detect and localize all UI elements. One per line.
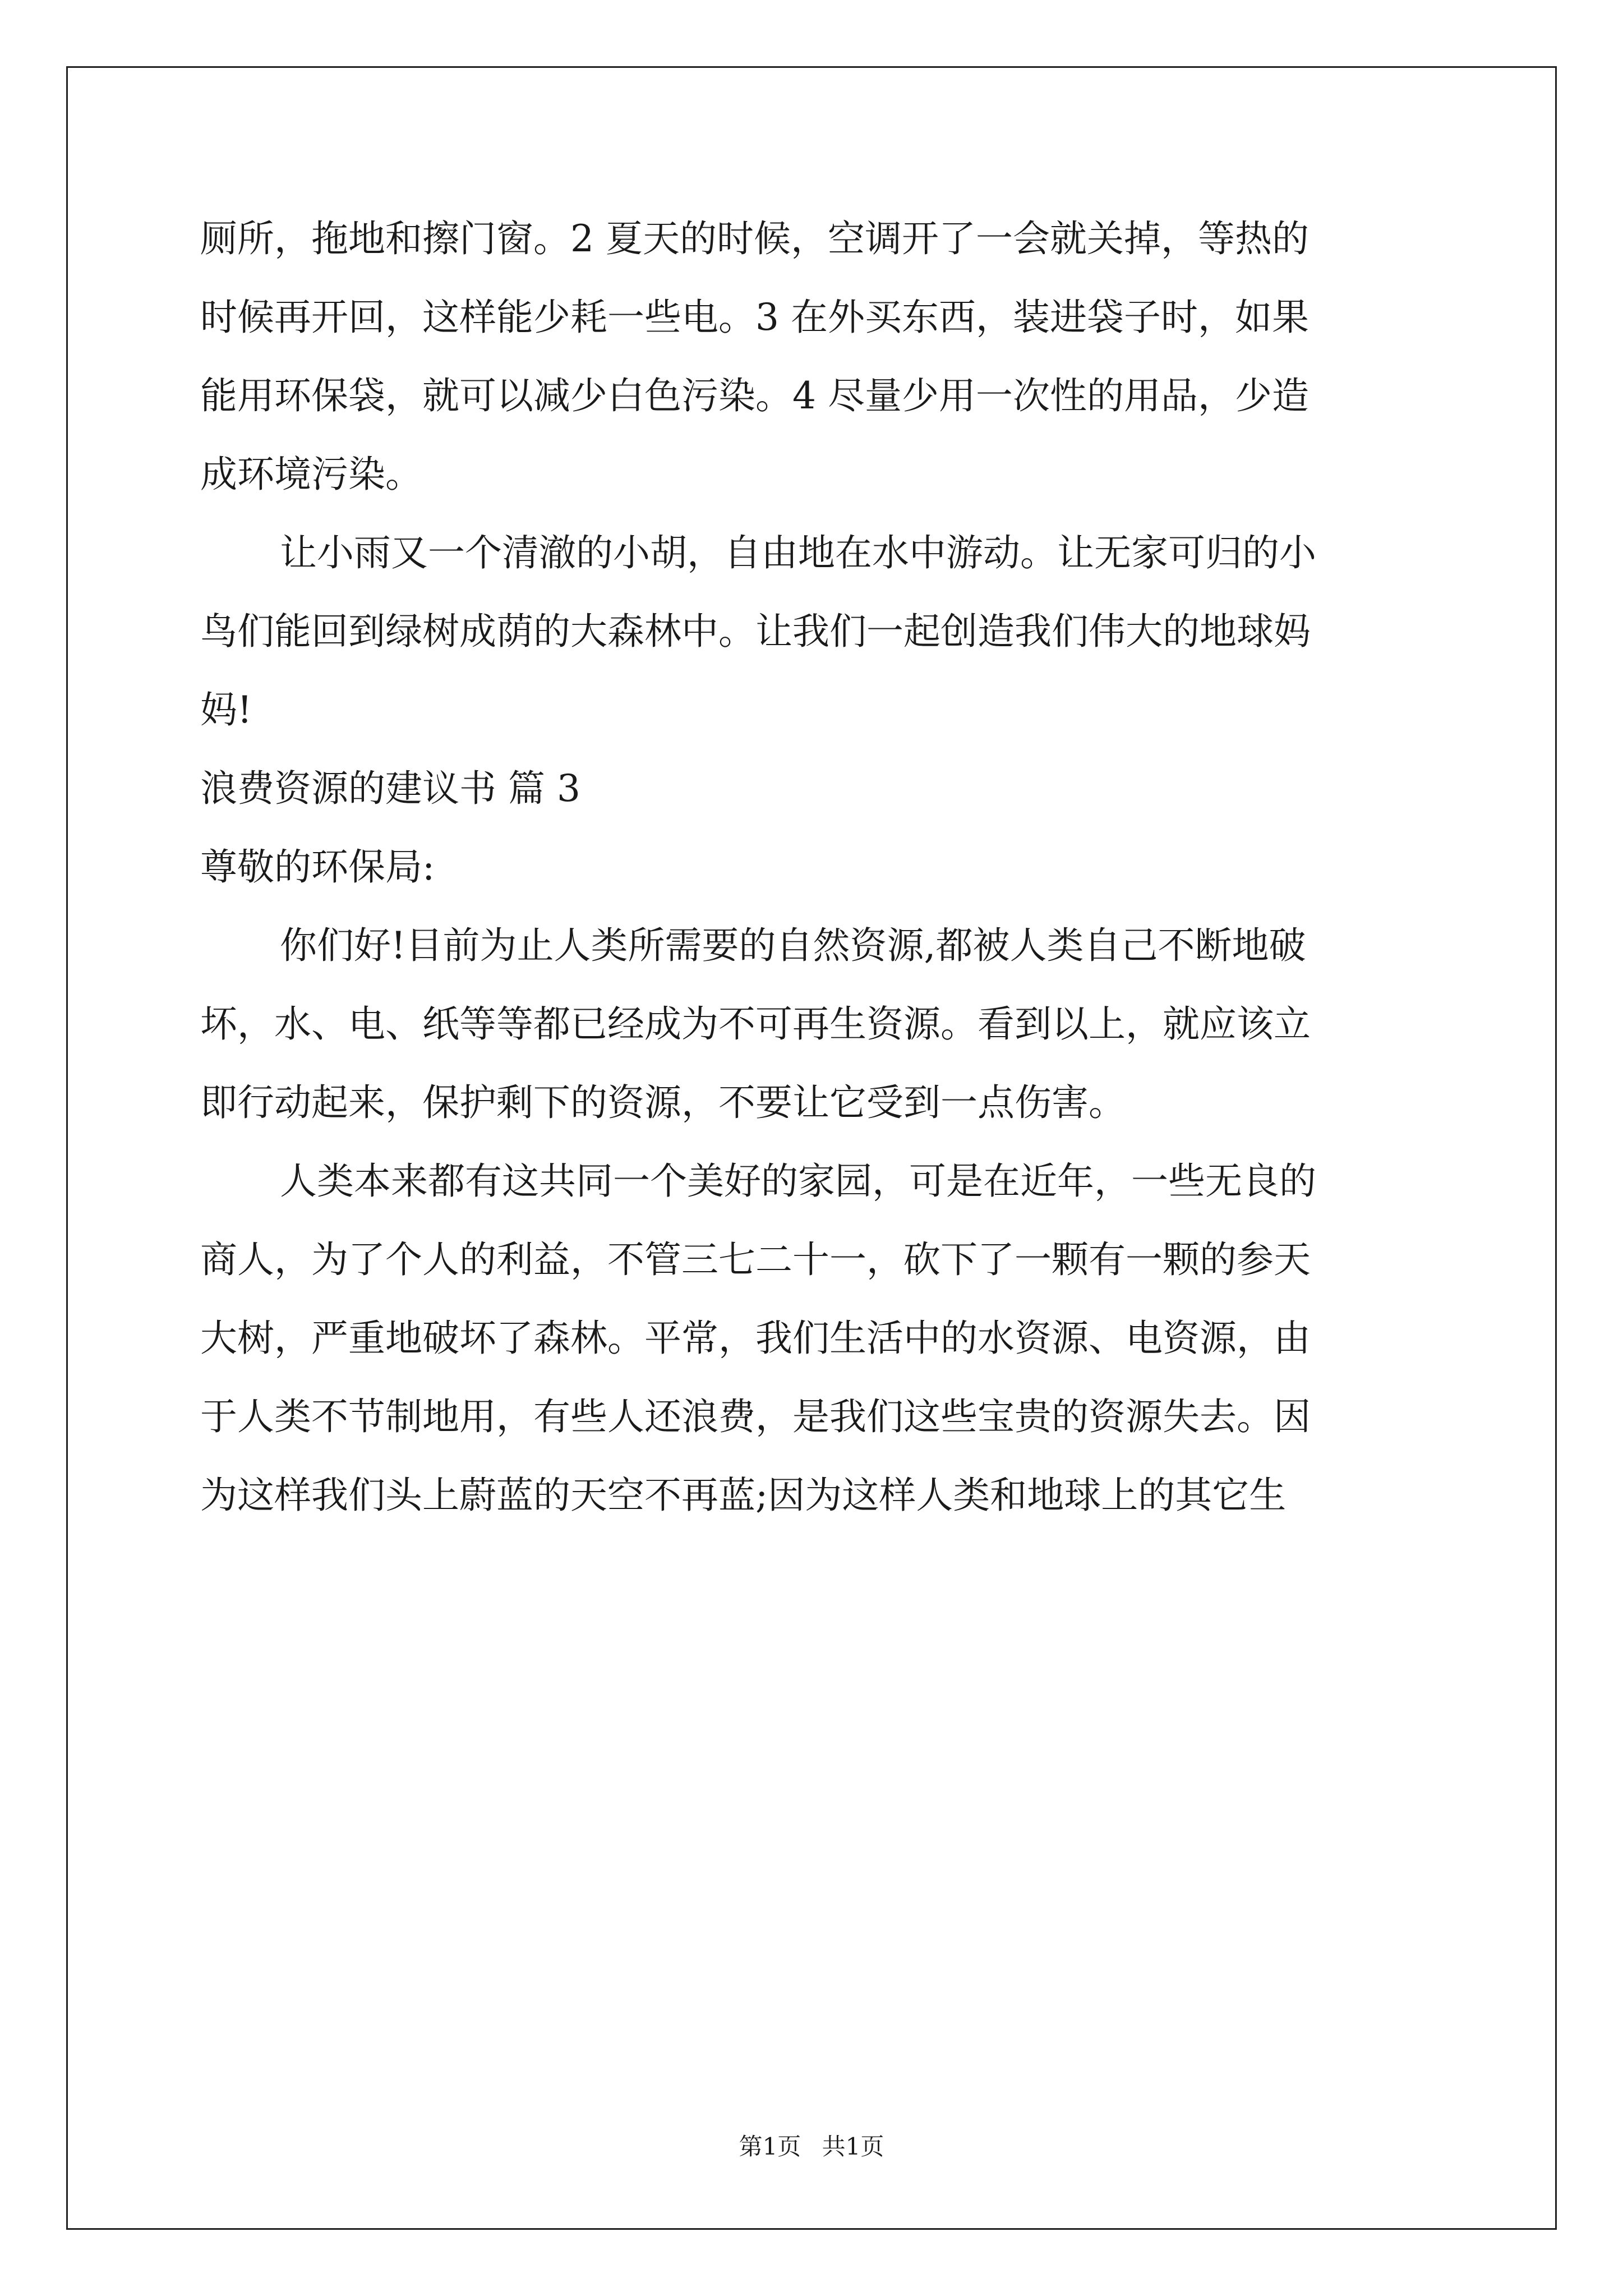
paragraph-line: 妈! <box>200 688 252 731</box>
section-heading: 浪费资源的建议书 篇 3 <box>200 767 580 810</box>
paragraph-line: 即行动起来，保护剩下的资源，不要让它受到一点伤害。 <box>200 1081 1126 1124</box>
paragraph-line: 商人，为了个人的利益，不管三七二十一，砍下了一颗有一颗的参天 <box>200 1238 1311 1281</box>
paragraph-line: 为这样我们头上蔚蓝的天空不再蓝;因为这样人类和地球上的其它生 <box>200 1474 1287 1517</box>
paragraph-line: 时候再开回，这样能少耗一些电。3 在外买东西，装进袋子时，如果 <box>200 296 1309 339</box>
page-footer <box>0 2133 1623 2160</box>
page-total: 共1页 <box>822 2133 884 2160</box>
paragraph-line: 鸟们能回到绿树成荫的大森林中。让我们一起创造我们伟大的地球妈 <box>200 610 1311 653</box>
salutation: 尊敬的环保局: <box>200 845 435 889</box>
paragraph-line: 坏，水、电、纸等等都已经成为不可再生资源。看到以上，就应该立 <box>200 1002 1311 1046</box>
paragraph-line: 让小雨又一个清澈的小胡，自由地在水中游动。让无家可归的小 <box>280 531 1316 574</box>
paragraph-line: 厕所，拖地和擦门窗。2 夏天的时候，空调开了一会就关掉，等热的 <box>200 217 1309 260</box>
paragraph-line: 人类本来都有这共同一个美好的家园，可是在近年，一些无良的 <box>280 1159 1316 1203</box>
paragraph-line: 于人类不节制地用，有些人还浪费，是我们这些宝贵的资源失去。因 <box>200 1395 1311 1438</box>
paragraph-line: 大树，严重地破坏了森林。平常，我们生活中的水资源、电资源，由 <box>200 1317 1311 1360</box>
paragraph-line: 你们好!目前为止人类所需要的自然资源,都被人类自己不断地破 <box>280 924 1306 967</box>
page-number: 第1页 <box>739 2133 801 2160</box>
paragraph-line: 成环境污染。 <box>200 453 422 496</box>
paragraph-line: 能用环保袋，就可以减少白色污染。4 尽量少用一次性的用品，少造 <box>200 374 1309 417</box>
